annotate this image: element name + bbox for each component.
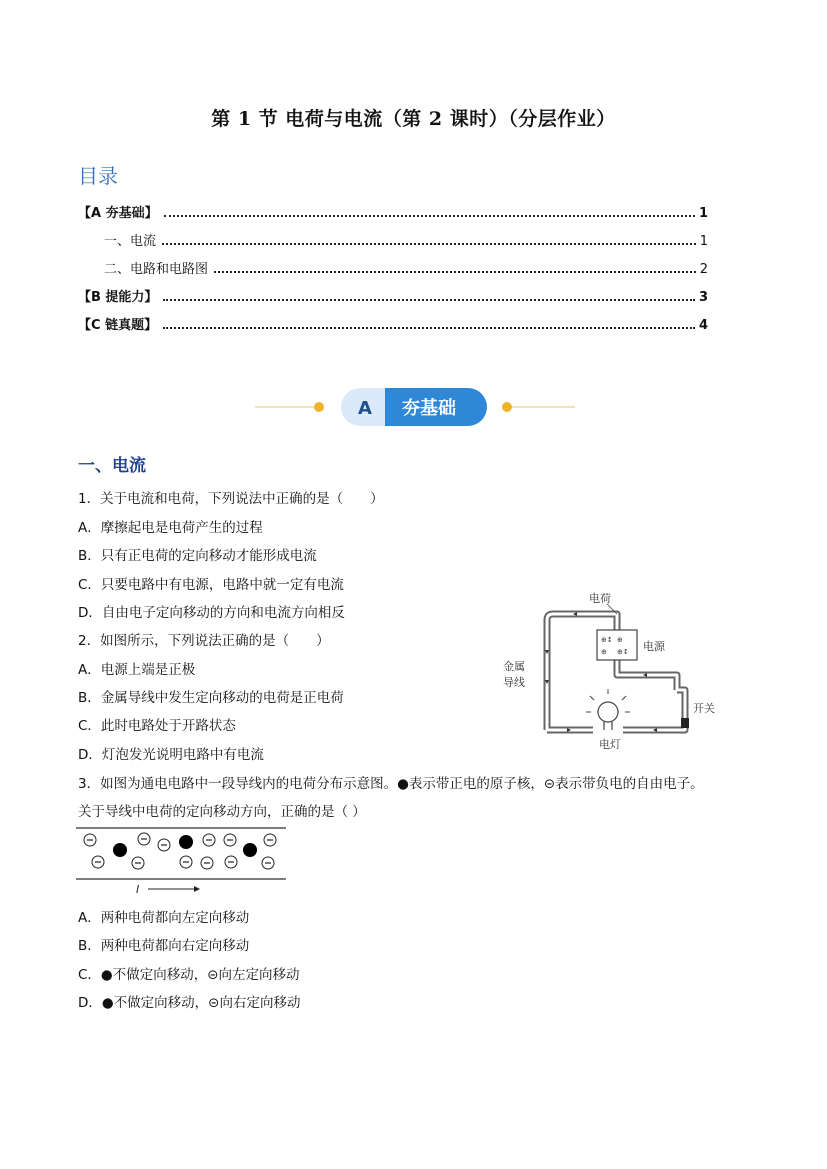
svg-text:⊕↕: ⊕↕ bbox=[601, 636, 613, 644]
page-title: 第 1 节 电荷与电流（第 2 课时）（分层作业） bbox=[211, 108, 616, 130]
label-charge: 电荷 bbox=[589, 592, 611, 605]
toc-item-c[interactable]: 【C 链真题】 4 bbox=[78, 318, 708, 333]
circuit-figure bbox=[497, 590, 727, 754]
wire-right bbox=[623, 690, 685, 730]
toc-item-current[interactable]: 一、电流 1 bbox=[104, 234, 708, 249]
svg-text:⊕↕: ⊕↕ bbox=[617, 648, 629, 656]
svg-text:⊕: ⊕ bbox=[601, 648, 607, 656]
question-1-stem: 1．关于电流和电荷，下列说法中正确的是（ ） bbox=[78, 491, 384, 507]
question-3-option-b[interactable]: B．两种电荷都向右定向移动 bbox=[78, 938, 250, 954]
switch-icon bbox=[681, 718, 689, 728]
current-arrow-icon bbox=[194, 886, 200, 892]
question-2-option-d[interactable]: D．灯泡发光说明电路中有电流 bbox=[78, 747, 264, 763]
section-banner-a bbox=[255, 384, 575, 430]
toc-item-b[interactable]: 【B 提能力】 3 bbox=[78, 290, 708, 305]
question-2-option-c[interactable]: C．此时电路处于开路状态 bbox=[78, 718, 236, 734]
question-1-option-c[interactable]: C．只要电路中有电源，电路中就一定有电流 bbox=[78, 577, 344, 593]
banner-text: 夯基础 bbox=[402, 398, 456, 419]
question-1-option-a[interactable]: A．摩擦起电是电荷产生的过程 bbox=[78, 520, 263, 536]
svg-text:⊕: ⊕ bbox=[617, 636, 623, 644]
toc-item-a[interactable]: 【A 夯基础】 1 bbox=[78, 206, 708, 221]
toc-item-circuit[interactable]: 二、电路和电路图 2 bbox=[104, 262, 708, 277]
section-heading-current: 一、电流 bbox=[78, 456, 146, 476]
question-3-stem-2: 关于导线中电荷的定向移动方向，正确的是（ ） bbox=[78, 804, 366, 820]
label-wire-2: 导线 bbox=[503, 676, 525, 689]
question-1-option-b[interactable]: B．只有正电荷的定向移动才能形成电流 bbox=[78, 548, 317, 564]
banner-letter: A bbox=[358, 398, 372, 419]
label-wire-1: 金属 bbox=[503, 660, 525, 673]
question-2-stem: 2．如图所示，下列说法正确的是（ ） bbox=[78, 633, 330, 649]
question-3-option-c[interactable]: C．●不做定向移动，⊝向左定向移动 bbox=[78, 967, 300, 983]
toc-heading: 目录 bbox=[78, 164, 118, 188]
label-source: 电源 bbox=[643, 640, 665, 653]
question-3-option-a[interactable]: A．两种电荷都向左定向移动 bbox=[78, 910, 250, 926]
table-of-contents bbox=[78, 203, 708, 333]
question-2-option-a[interactable]: A．电源上端是正极 bbox=[78, 662, 196, 678]
wire-charge-figure bbox=[76, 826, 288, 900]
bulb-icon bbox=[598, 702, 618, 722]
question-2-option-b[interactable]: B．金属导线中发生定向移动的电荷是正电荷 bbox=[78, 690, 344, 706]
banner-dot-right bbox=[502, 402, 512, 412]
label-switch: 开关 bbox=[693, 702, 715, 715]
question-3-stem: 3．如图为通电电路中一段导线内的电荷分布示意图。●表示带正电的原子核，⊝表示带负电的自由电子。 bbox=[78, 776, 704, 792]
current-label: I bbox=[136, 883, 140, 896]
banner-dot-left bbox=[314, 402, 324, 412]
label-lamp: 电灯 bbox=[599, 738, 621, 750]
question-1-option-d[interactable]: D．自由电子定向移动的方向和电流方向相反 bbox=[78, 605, 345, 621]
question-3-option-d[interactable]: D．●不做定向移动，⊝向右定向移动 bbox=[78, 995, 301, 1011]
